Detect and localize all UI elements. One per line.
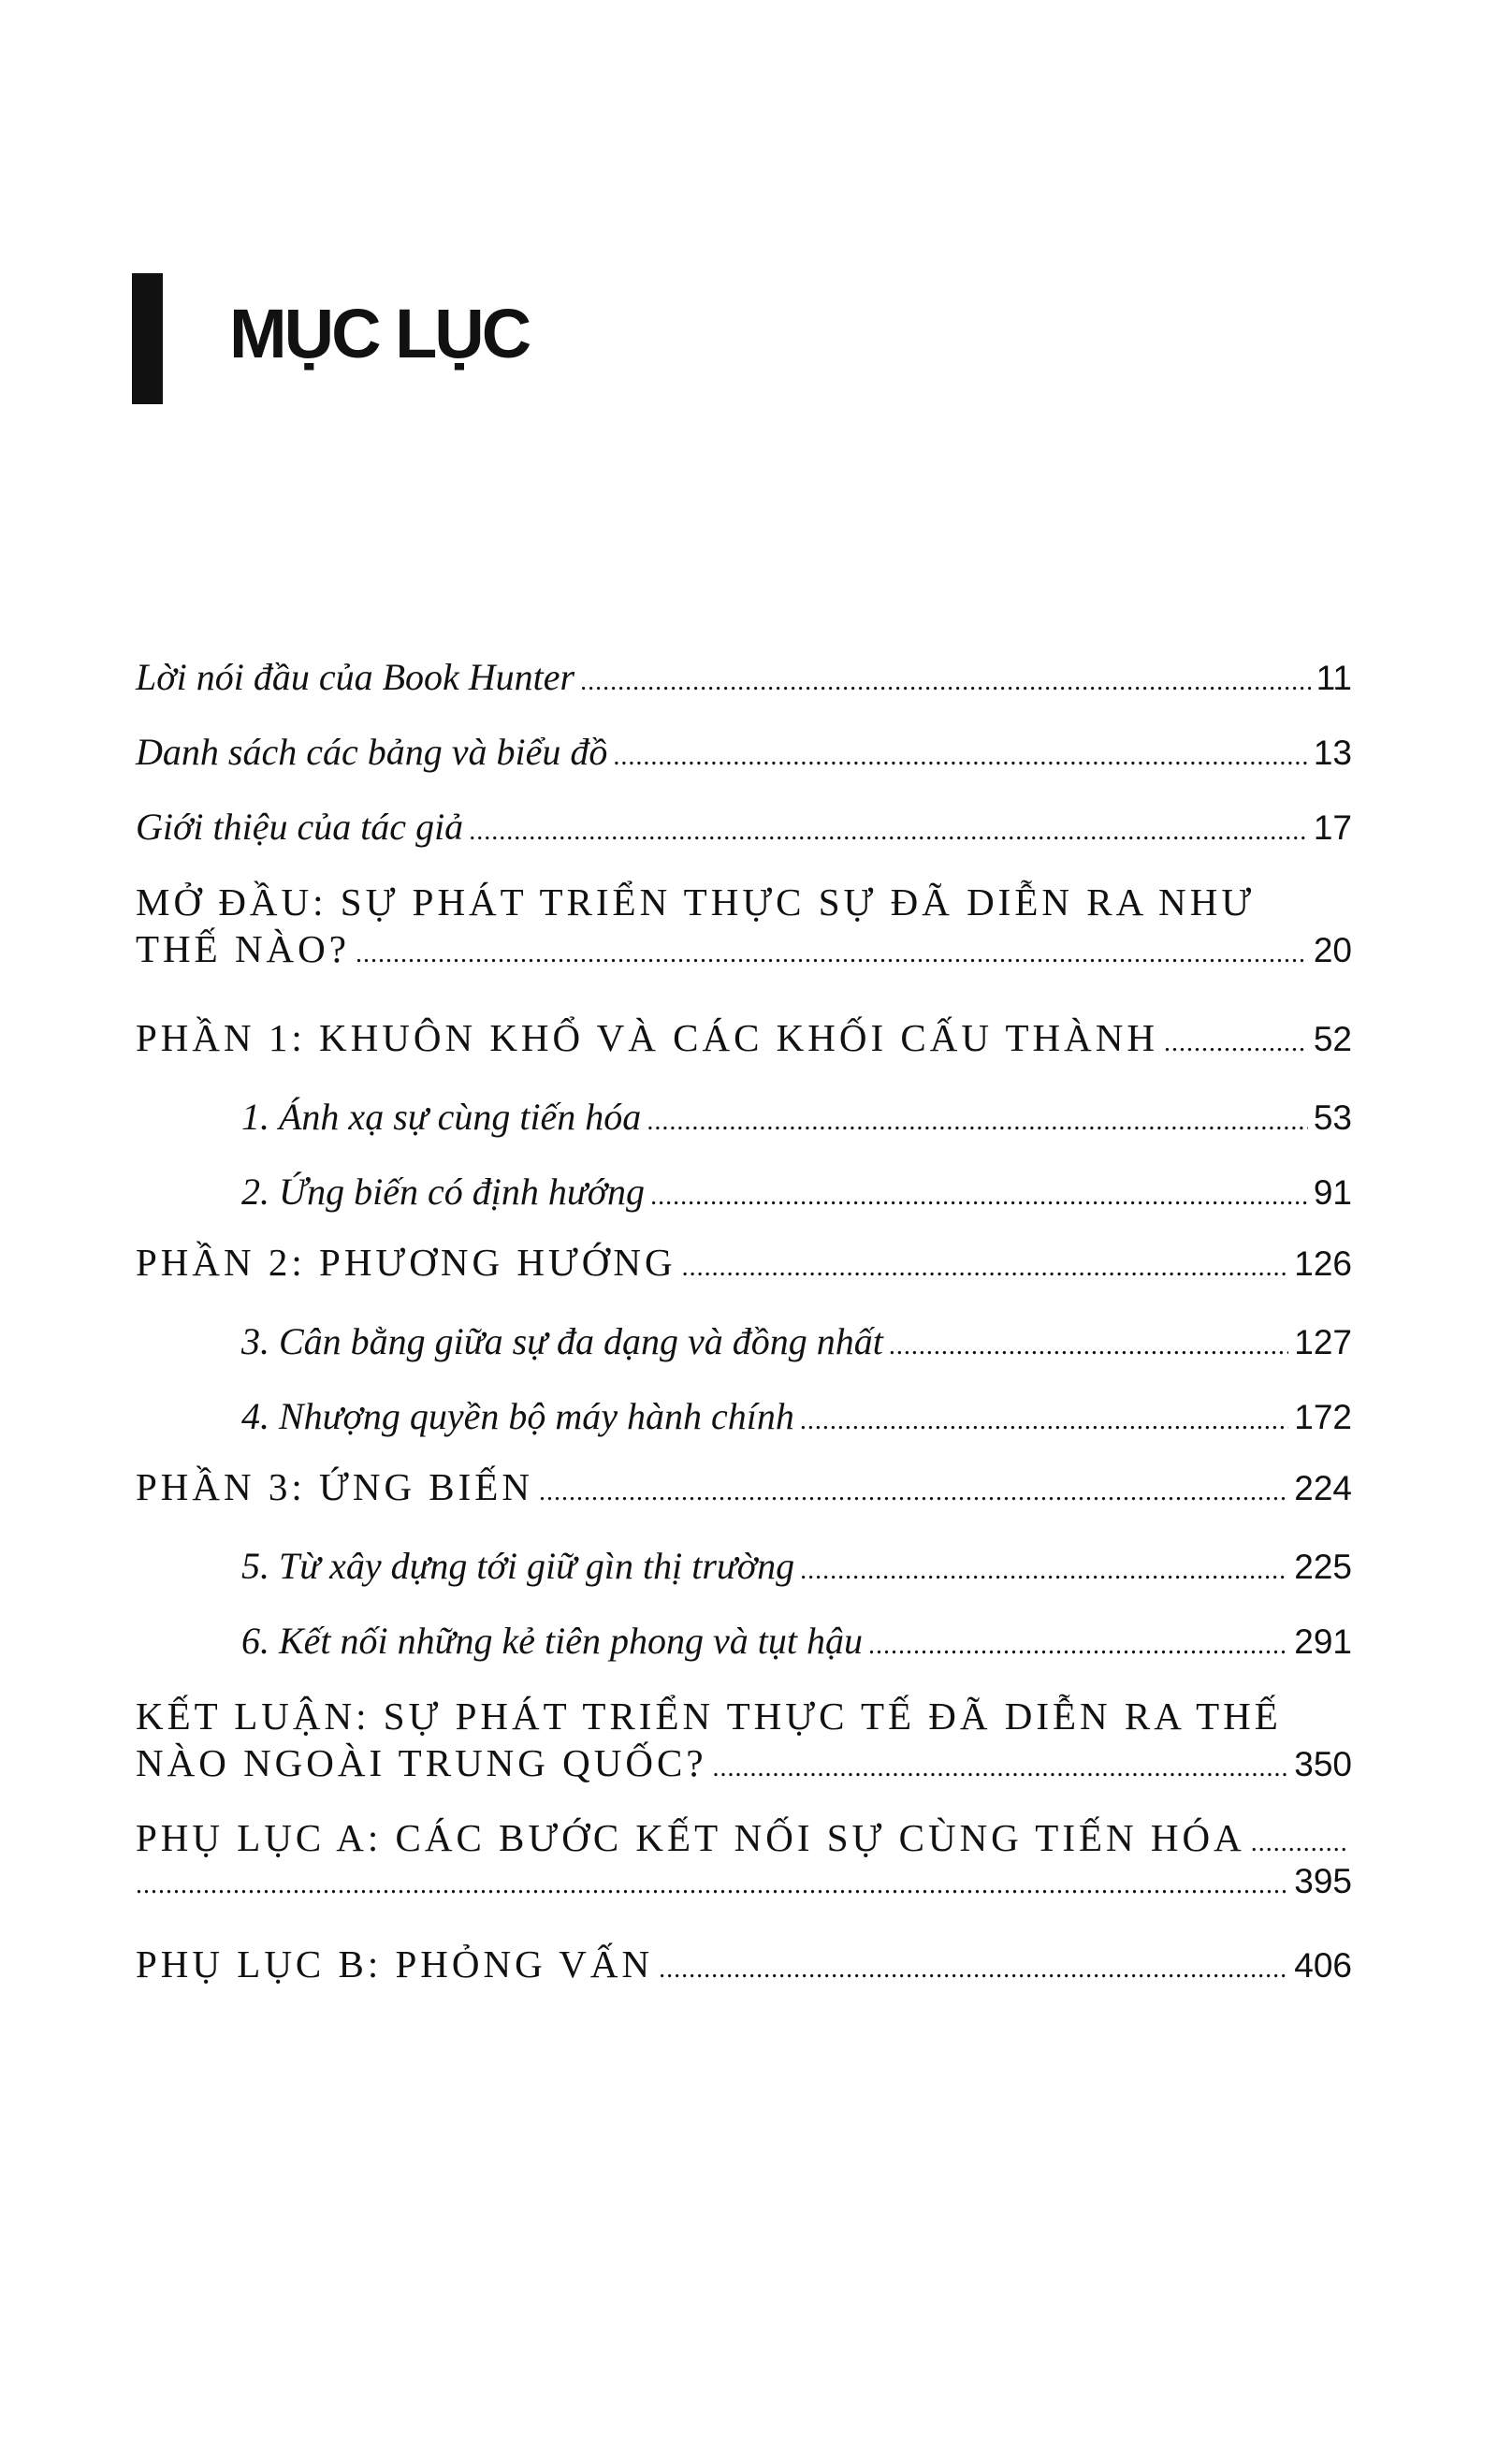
dot-leader — [539, 1477, 1288, 1507]
toc-entry — [136, 1815, 1352, 1901]
toc-entry — [136, 1694, 1352, 1785]
dot-leader — [800, 1406, 1288, 1436]
toc-entry — [136, 805, 1352, 849]
dot-leader — [1164, 1028, 1308, 1058]
toc-entry-page: 395 — [1294, 1862, 1352, 1900]
toc-entry-title-line1: KẾT LUẬN: SỰ PHÁT TRIỂN THỰC TẾ ĐÃ DIỄN RA THẾ — [136, 1695, 1282, 1738]
toc-entry-title-line2: THẾ NÀO? — [136, 927, 350, 970]
toc-entry-title-line1: MỞ ĐẦU: SỰ PHÁT TRIỂN THỰC SỰ ĐÃ DIỄN RA NHƯ — [136, 880, 1256, 924]
dot-leader — [469, 817, 1308, 847]
toc-entry-page: 406 — [1294, 1946, 1352, 1985]
toc-entry-title: Danh sách các bảng và biểu đồ — [136, 731, 608, 773]
toc-entry-title: Lời nói đầu của Book Hunter — [136, 656, 575, 698]
toc-entry-page: 52 — [1313, 1020, 1352, 1058]
toc-entry-title: PHỤ LỤC B: PHỎNG VẤN — [136, 1942, 654, 1986]
toc-entry — [241, 1170, 1352, 1214]
dot-leader — [800, 1556, 1288, 1586]
toc-entry-page: 17 — [1313, 808, 1352, 847]
dot-leader — [659, 1955, 1288, 1985]
toc-entry-page: 53 — [1313, 1098, 1352, 1137]
toc-entry-page: 291 — [1294, 1622, 1352, 1661]
toc-entry-page: 13 — [1313, 734, 1352, 772]
toc-entry-title: Giới thiệu của tác giả — [136, 806, 464, 848]
toc-entry — [136, 1240, 1352, 1285]
toc-entry-page: 126 — [1294, 1244, 1352, 1283]
toc-entry — [241, 1095, 1352, 1139]
toc-entry-page: 91 — [1313, 1173, 1352, 1212]
toc-entry-title: PHẦN 2: PHƯƠNG HƯỚNG — [136, 1241, 676, 1284]
dot-leader — [682, 1253, 1289, 1283]
dot-leader — [356, 939, 1308, 969]
toc-entry-title: 6. Kết nối những kẻ tiên phong và tụt hậu — [241, 1620, 863, 1662]
toc-entry-page: 225 — [1294, 1548, 1352, 1586]
toc-entry-title-line1: PHỤ LỤC A: CÁC BƯỚC KẾT NỐI SỰ CÙNG TIẾN HÓA — [136, 1816, 1245, 1859]
toc-entry-page: 11 — [1316, 659, 1352, 697]
toc-entry — [136, 655, 1352, 699]
dot-leader — [647, 1107, 1308, 1137]
toc-entry — [241, 1619, 1352, 1663]
toc-entry — [136, 1015, 1352, 1060]
page-title: MỤC LỤC — [229, 295, 530, 372]
toc-entry-title-line2: NÀO NGOÀI TRUNG QUỐC? — [136, 1741, 707, 1784]
dot-leader — [1251, 1828, 1346, 1858]
dot-leader — [868, 1631, 1288, 1661]
toc-entry-title: 4. Nhượng quyền bộ máy hành chính — [241, 1395, 794, 1437]
toc-entry-title: 3. Cân bằng giữa sự đa dạng và đồng nhất — [241, 1320, 883, 1362]
toc-entry — [136, 730, 1352, 774]
toc-entry-page: 350 — [1294, 1745, 1352, 1783]
dot-leader — [889, 1331, 1288, 1361]
toc-entry-title: 1. Ánh xạ sự cùng tiến hóa — [241, 1096, 642, 1138]
toc-entry-page: 172 — [1294, 1398, 1352, 1436]
toc-entry-page: 20 — [1313, 931, 1352, 969]
toc-entry-page: 127 — [1294, 1323, 1352, 1361]
toc-entry — [136, 880, 1352, 971]
dot-leader — [580, 667, 1310, 697]
toc-entry-title: 2. Ứng biến có định hướng — [241, 1171, 646, 1213]
toc-entry-title: PHẦN 3: ỨNG BIẾN — [136, 1465, 533, 1508]
toc-entry — [241, 1394, 1352, 1438]
dot-leader — [136, 1870, 1288, 1900]
toc-entry-title: 5. Từ xây dựng tới giữ gìn thị trường — [241, 1545, 795, 1587]
toc-entry — [136, 1942, 1352, 1986]
toc-entry-page: 224 — [1294, 1469, 1352, 1507]
dot-leader — [650, 1182, 1308, 1212]
toc-entry — [136, 1464, 1352, 1509]
toc-entry-title: PHẦN 1: KHUÔN KHỔ VÀ CÁC KHỐI CẤU THÀNH — [136, 1016, 1158, 1059]
dot-leader — [713, 1753, 1289, 1783]
dot-leader — [613, 742, 1308, 772]
toc-entry — [241, 1544, 1352, 1588]
toc-entry — [241, 1319, 1352, 1363]
heading-bar — [132, 273, 163, 404]
